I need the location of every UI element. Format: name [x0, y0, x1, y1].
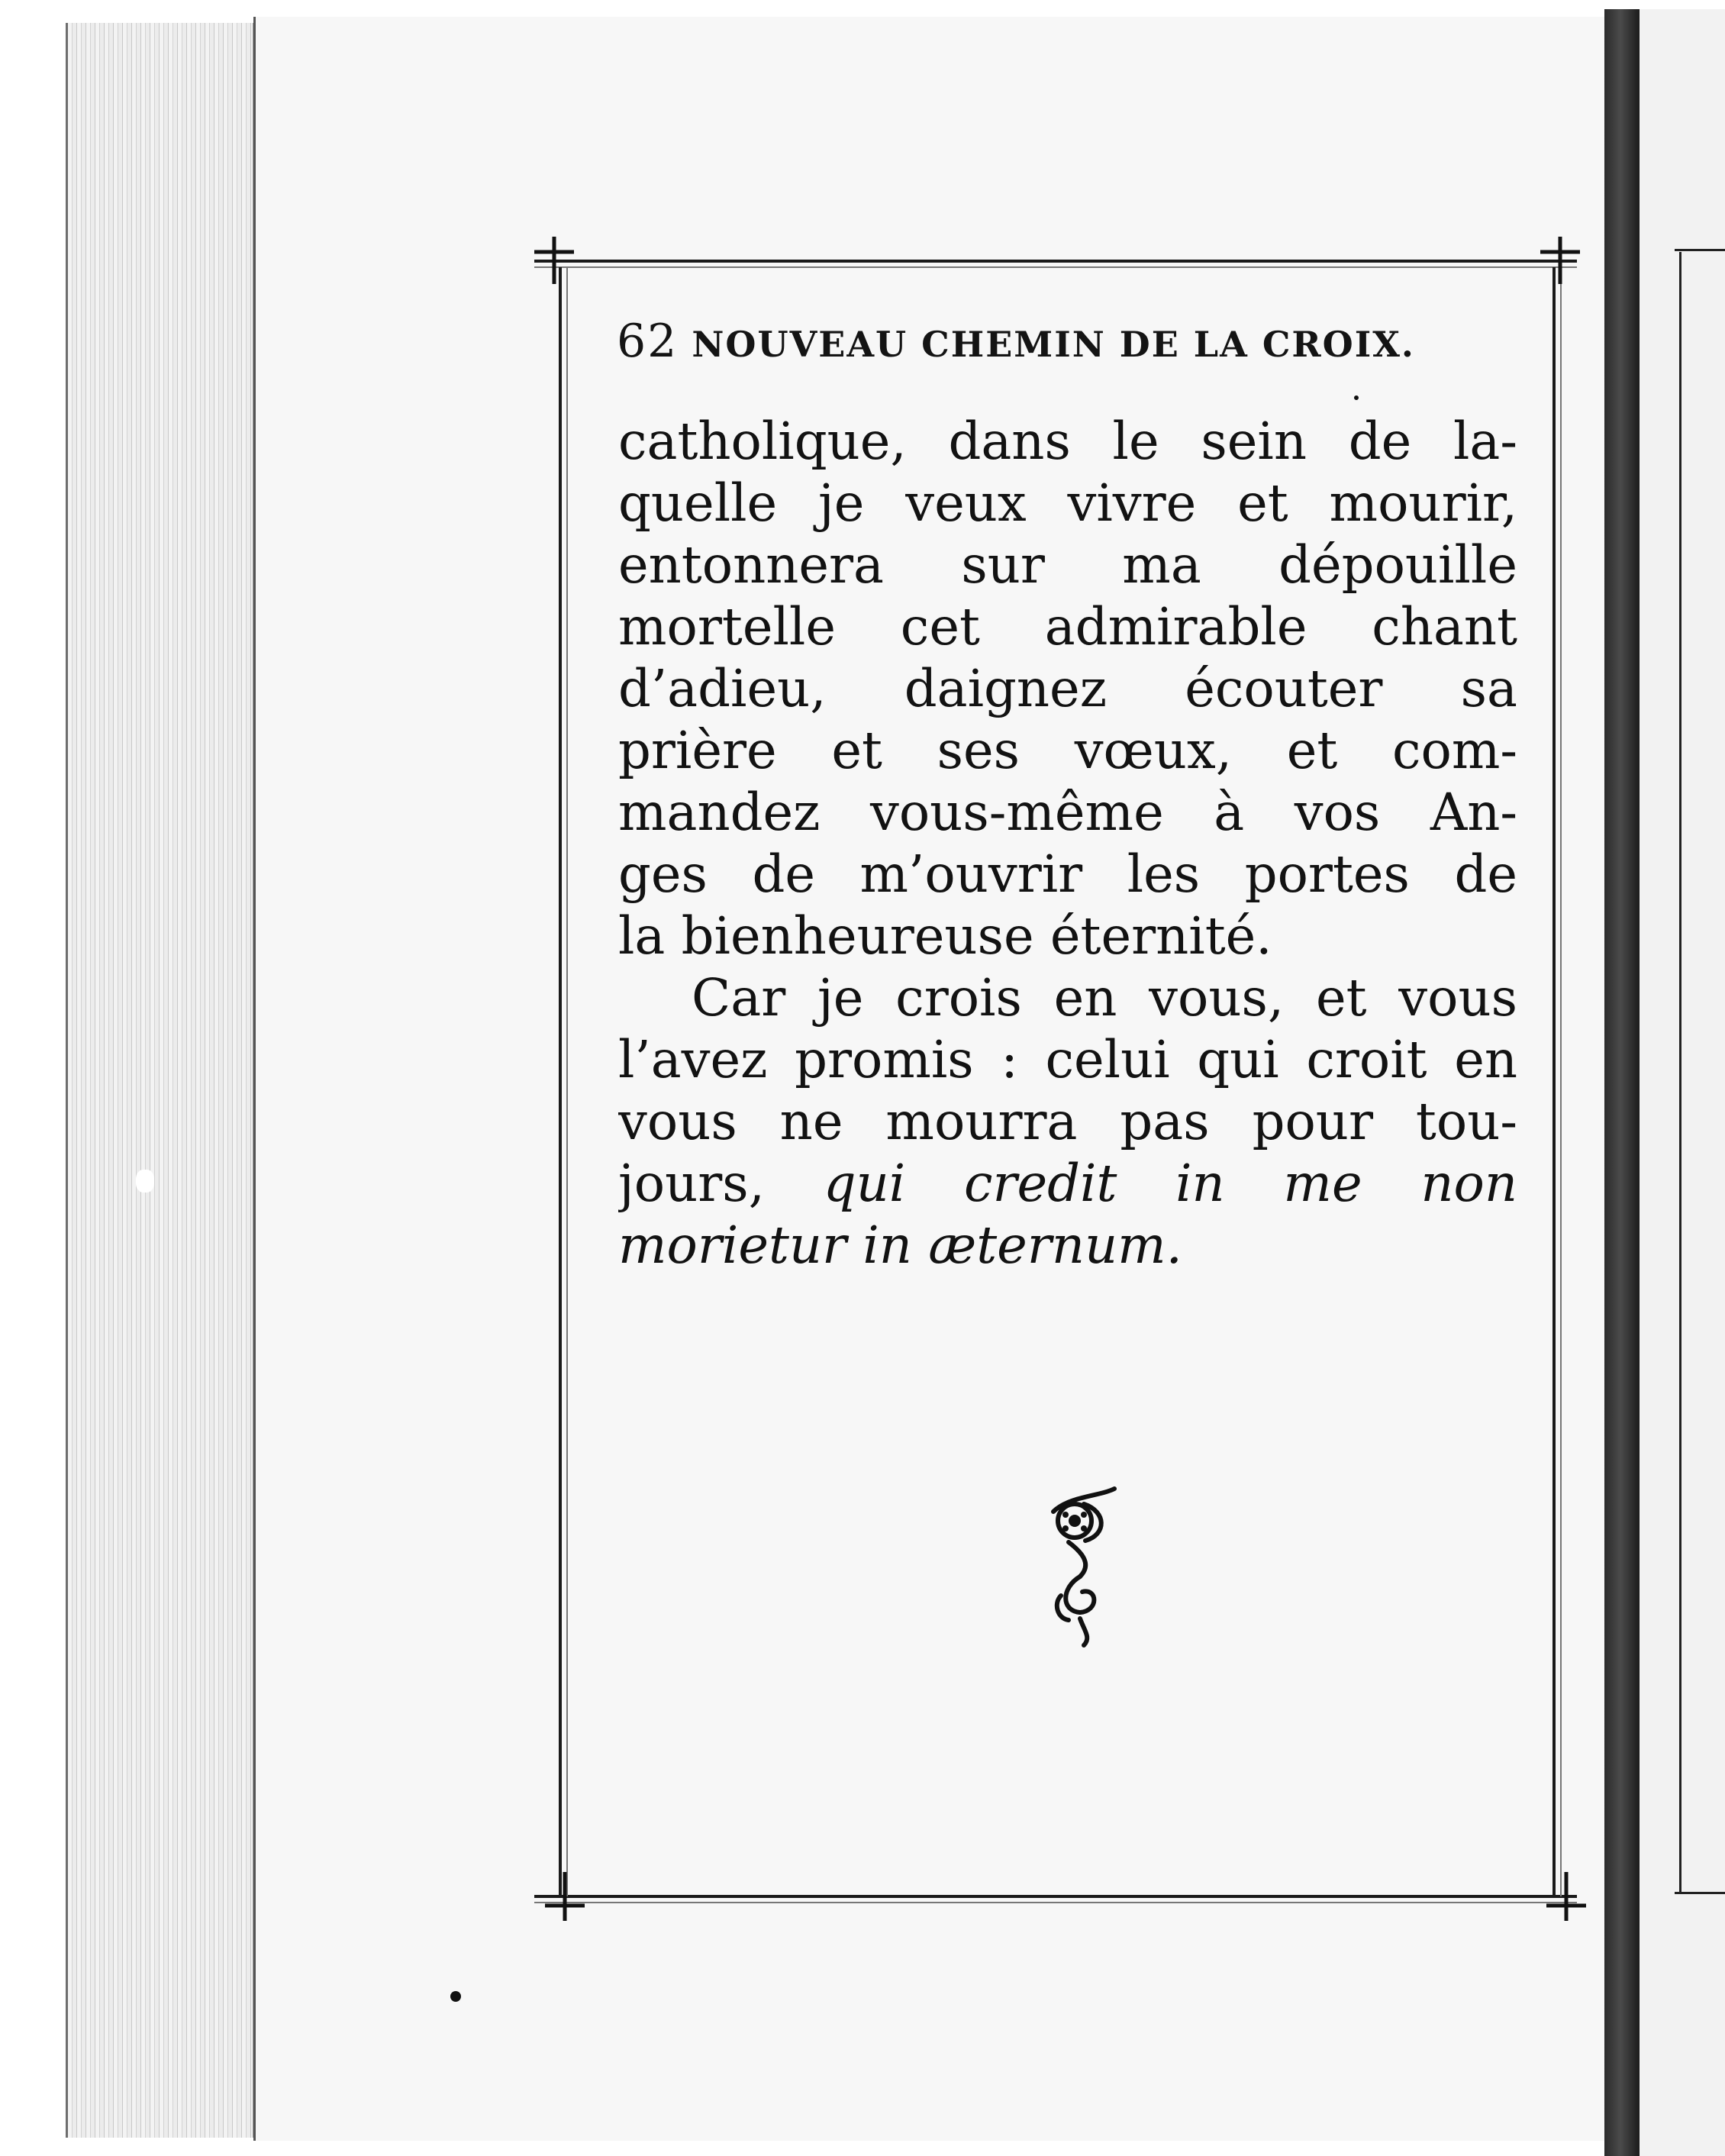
text-line: l’avez promis : celui qui croit en: [618, 1030, 1517, 1089]
page-number: 62: [617, 315, 679, 368]
ink-speck: [1354, 395, 1359, 400]
ink-speck: [136, 1170, 154, 1193]
text-line: catholique, dans le sein de la-: [618, 412, 1517, 471]
text-line: d’adieu, daignez écouter sa: [618, 659, 1517, 718]
latin-quote: qui credit in me non: [823, 1154, 1517, 1213]
text-line-mixed: [618, 1153, 1517, 1215]
fleuron-ornament-icon: [1038, 1481, 1130, 1649]
running-title: NOUVEAU CHEMIN DE LA CROIX.: [692, 324, 1415, 365]
text-line: Car je crois en vous, et vous: [692, 968, 1517, 1028]
body-text: [618, 411, 1517, 1276]
text-line: entonnera sur ma dépouille: [618, 535, 1517, 595]
text-line: quelle je veux vivre et mourir,: [618, 473, 1517, 533]
text-line: prière et ses vœux, et com-: [618, 721, 1517, 780]
latin-quote-line: morietur in æternum.: [618, 1215, 1182, 1275]
text-line: vous ne mourra pas pour tou-: [618, 1092, 1517, 1151]
text-line: la bienheureuse éternité.: [618, 906, 1272, 966]
text-roman: jours,: [618, 1154, 765, 1213]
text-line: ges de m’ouvrir les portes de: [618, 844, 1517, 904]
ink-speck: [450, 1991, 461, 2002]
text-line: mortelle cet admirable chant: [618, 597, 1517, 657]
text-line: mandez vous-même à vos An-: [618, 783, 1517, 842]
running-head: [617, 315, 1487, 376]
